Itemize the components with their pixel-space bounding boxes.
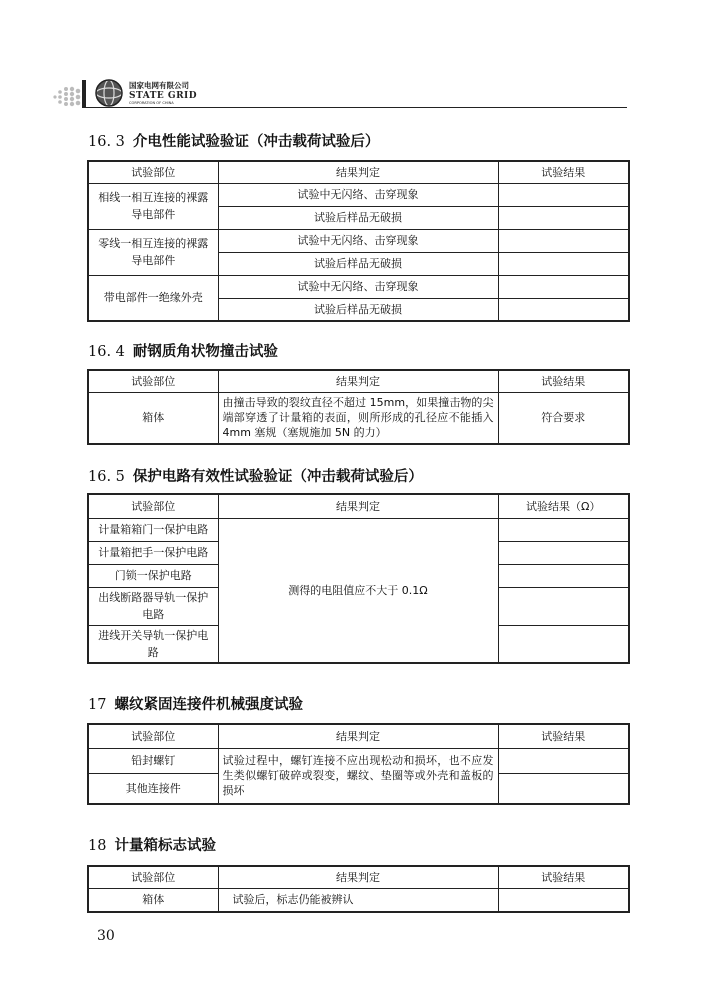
section-number: 18 [88, 838, 107, 854]
column-header: 试验部位 [88, 866, 218, 888]
table-17 [87, 723, 630, 805]
result-cell[interactable] [498, 518, 629, 541]
column-header: 试验部位 [88, 494, 218, 518]
section-title: 螺纹紧固连接件机械强度试验 [114, 697, 303, 713]
column-header: 结果判定 [218, 161, 498, 183]
section-title: 耐钢质角状物撞击试验 [132, 344, 278, 360]
column-header: 试验部位 [88, 724, 218, 748]
column-header: 试验部位 [88, 161, 218, 183]
table-16-4 [87, 369, 630, 445]
criterion-cell: 试验中无闪络、击穿现象 [218, 275, 498, 298]
table-header-row [88, 866, 629, 888]
column-header: 试验结果 [498, 161, 629, 183]
result-cell[interactable] [498, 773, 629, 804]
test-part-cell: 其他连接件 [88, 773, 218, 804]
section-heading-16-4 [88, 340, 278, 361]
page-header [52, 76, 627, 108]
result-cell[interactable] [498, 541, 629, 564]
table-row [88, 392, 629, 444]
column-header: 结果判定 [218, 724, 498, 748]
column-header: 试验结果 [498, 866, 629, 888]
section-title: 介电性能试验验证（冲击载荷试验后） [132, 134, 380, 150]
section-title: 保护电路有效性试验验证（冲击载荷试验后） [132, 469, 423, 485]
column-header: 试验结果（Ω） [498, 494, 629, 518]
result-cell[interactable] [498, 275, 629, 298]
svg-text:CORPORATION OF CHINA: CORPORATION OF CHINA [129, 101, 174, 105]
column-header: 试验结果 [498, 370, 629, 392]
table-row [88, 275, 629, 298]
criterion-cell: 测得的电阻值应不大于 0.1Ω [218, 518, 498, 663]
test-part-cell: 计量箱把手一保护电路 [88, 541, 218, 564]
section-title: 计量箱标志试验 [114, 838, 216, 854]
svg-text:国家电网有限公司: 国家电网有限公司 [129, 81, 189, 90]
section-number: 16. 3 [88, 134, 125, 150]
header-rule [86, 107, 627, 108]
table-row [88, 888, 629, 912]
criterion-cell: 试验后，标志仍能被辨认 [218, 888, 498, 912]
table-16-5 [87, 493, 630, 664]
state-grid-wordmark [128, 80, 208, 106]
column-header: 结果判定 [218, 866, 498, 888]
criterion-cell: 试验中无闪络、击穿现象 [218, 229, 498, 252]
table-header-row [88, 370, 629, 392]
result-cell[interactable] [498, 229, 629, 252]
column-header: 结果判定 [218, 494, 498, 518]
test-part-cell: 相线一相互连接的裸露导电部件 [88, 183, 218, 229]
criterion-cell: 试验后样品无破损 [218, 252, 498, 275]
logo-divider [82, 80, 86, 108]
table-header-row [88, 724, 629, 748]
test-part-cell: 出线断路器导轨一保护电路 [88, 587, 218, 625]
criterion-cell: 试验后样品无破损 [218, 298, 498, 321]
table-row [88, 518, 629, 541]
table-row [88, 183, 629, 206]
criterion-cell: 试验中无闪络、击穿现象 [218, 183, 498, 206]
test-part-cell: 箱体 [88, 888, 218, 912]
test-part-cell: 零线一相互连接的裸露导电部件 [88, 229, 218, 275]
table-row [88, 748, 629, 773]
svg-text:STATE GRID: STATE GRID [129, 91, 198, 101]
test-part-cell: 箱体 [88, 392, 218, 444]
page-number: 30 [97, 928, 115, 944]
result-cell[interactable] [498, 206, 629, 229]
test-part-cell: 进线开关导轨一保护电路 [88, 625, 218, 663]
table-18 [87, 865, 630, 913]
result-cell[interactable] [498, 587, 629, 625]
table-row [88, 229, 629, 252]
result-cell[interactable] [498, 183, 629, 206]
result-cell[interactable] [498, 564, 629, 587]
result-cell[interactable] [498, 252, 629, 275]
result-cell[interactable] [498, 625, 629, 663]
state-grid-globe-logo [94, 78, 124, 108]
column-header: 结果判定 [218, 370, 498, 392]
dot-pattern-icon [52, 86, 82, 108]
table-header-row [88, 494, 629, 518]
criterion-cell: 试验过程中，螺钉连接不应出现松动和损坏，也不应发生类似螺钉破碎或裂变，螺纹、垫圈等或外壳和盖板的损坏 [218, 748, 498, 804]
section-heading-17 [88, 693, 303, 714]
table-16-3 [87, 160, 630, 322]
criterion-cell: 由撞击导致的裂纹直径不超过 15mm，如果撞击物的尖端部穿透了计量箱的表面，则所形成的孔径应不能插入 4mm 塞规（塞规施加 5N 的力） [218, 392, 498, 444]
section-number: 16. 4 [88, 344, 125, 360]
criterion-cell: 试验后样品无破损 [218, 206, 498, 229]
section-heading-16-5 [88, 465, 423, 486]
column-header: 试验结果 [498, 724, 629, 748]
table-header-row [88, 161, 629, 183]
result-cell[interactable] [498, 748, 629, 773]
result-cell[interactable]: 符合要求 [498, 392, 629, 444]
section-number: 17 [88, 697, 107, 713]
section-number: 16. 5 [88, 469, 125, 485]
section-heading-18 [88, 834, 216, 855]
result-cell[interactable] [498, 298, 629, 321]
test-part-cell: 计量箱箱门一保护电路 [88, 518, 218, 541]
test-part-cell: 铅封螺钉 [88, 748, 218, 773]
column-header: 试验部位 [88, 370, 218, 392]
test-part-cell: 带电部件一绝缘外壳 [88, 275, 218, 321]
section-heading-16-3 [88, 130, 379, 151]
result-cell[interactable] [498, 888, 629, 912]
test-part-cell: 门锁一保护电路 [88, 564, 218, 587]
